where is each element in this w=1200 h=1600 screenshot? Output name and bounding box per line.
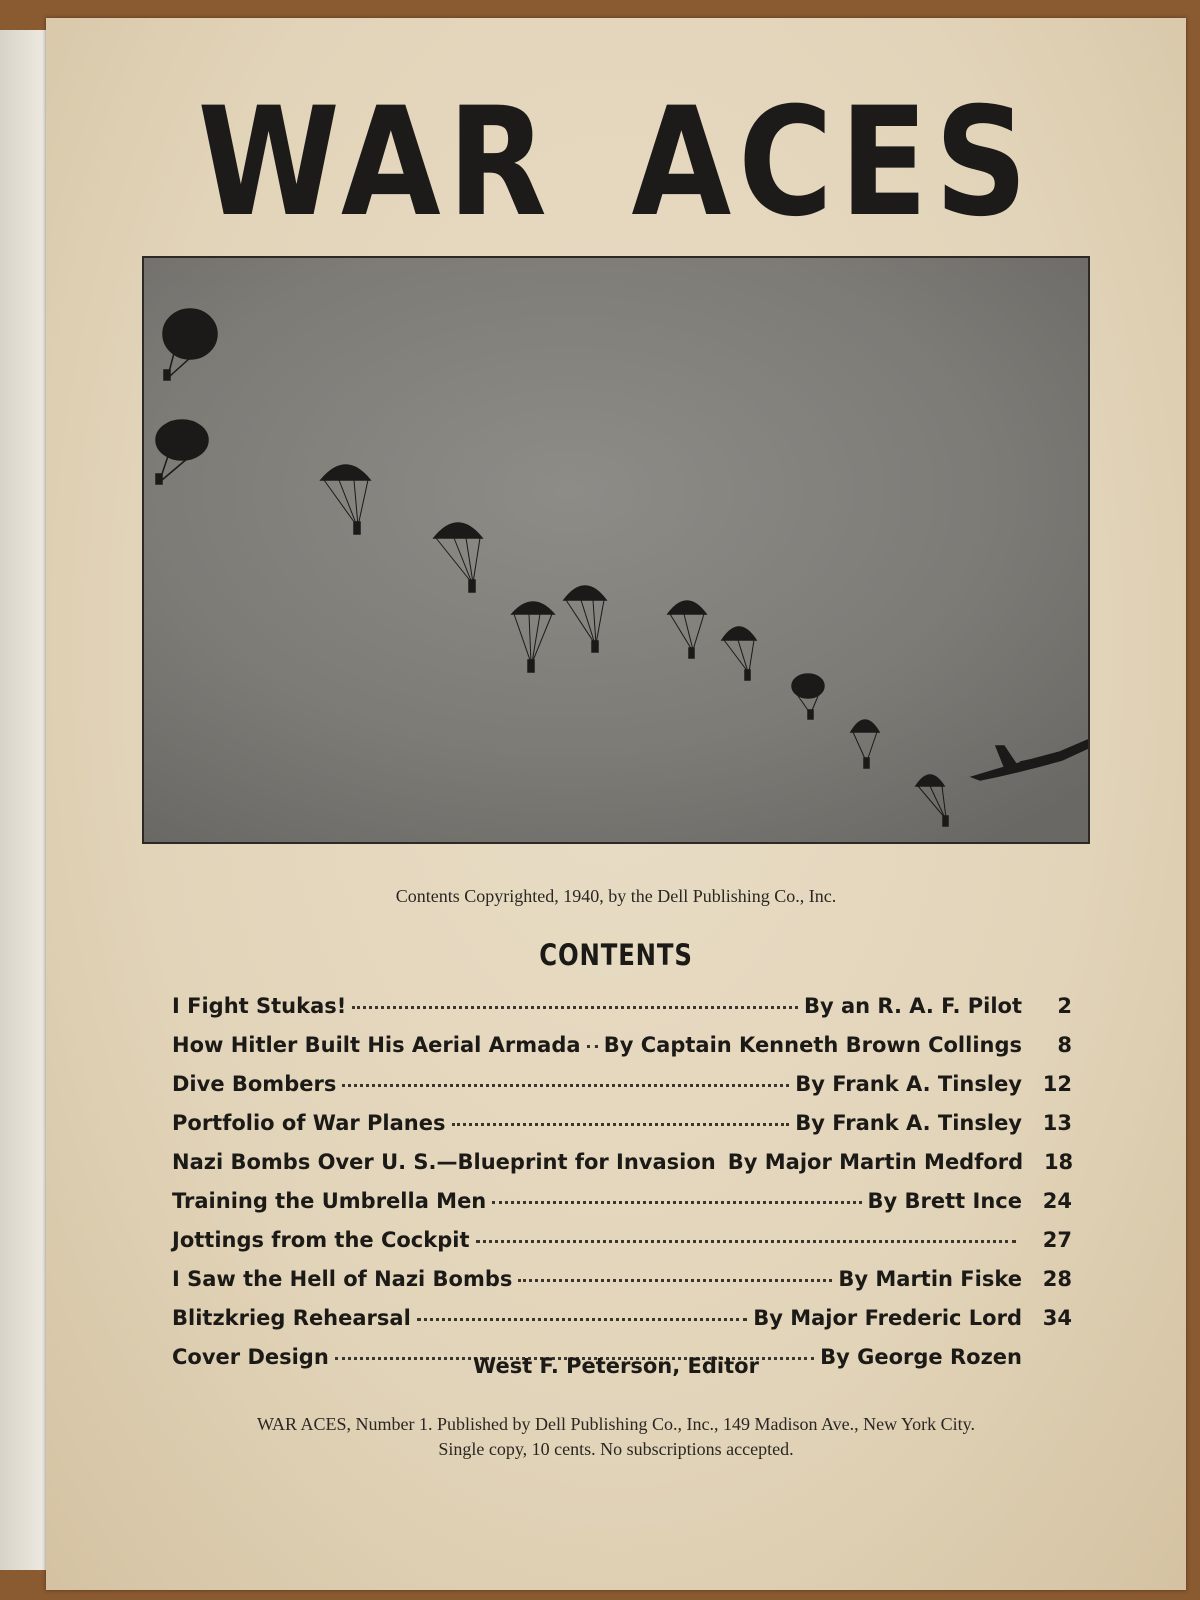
toc-entry [172,1111,1072,1150]
toc-entry-title: Blitzkrieg Rehearsal [172,1306,411,1330]
toc-entry-author: By George Rozen [820,1345,1022,1369]
toc-entry-page: 13 [1042,1111,1072,1135]
toc-entry [172,1189,1072,1228]
toc-entry [172,1033,1072,1072]
magazine-page [46,18,1186,1590]
toc-entry [172,994,1072,1033]
toc-leader-dots [452,1123,790,1126]
table-of-contents [172,994,1072,1384]
toc-entry-title: I Saw the Hell of Nazi Bombs [172,1267,513,1291]
toc-entry-page: 2 [1057,994,1072,1018]
toc-entry-author: By Major Martin Medford [727,1150,1024,1174]
toc-leader-dots [342,1084,789,1087]
toc-leader-dots [587,1045,598,1048]
toc-leader-dots [352,1006,798,1009]
toc-entry-author: By Frank A. Tinsley [795,1111,1022,1135]
toc-entry-author: By Major Frederic Lord [753,1306,1022,1330]
toc-entry-author: By Brett Ince [867,1189,1022,1213]
toc-entry-author: By Captain Kenneth Brown Collings [603,1033,1022,1057]
copyright-notice: Contents Copyrighted, 1940, by the Dell Publishing Co., Inc. [395,886,837,906]
parachute-photo [142,256,1090,844]
toc-entry-page: 34 [1042,1306,1072,1330]
toc-entry-title: I Fight Stukas! [172,994,347,1018]
publisher-line-2: Single copy, 10 cents. No subscriptions accepted. [438,1439,794,1459]
toc-entry-title: Training the Umbrella Men [172,1189,487,1213]
toc-entry-title: Portfolio of War Planes [172,1111,446,1135]
toc-leader-dots [492,1201,861,1204]
toc-entry-title: Jottings from the Cockpit [172,1228,470,1252]
toc-leader-dots [518,1279,832,1282]
toc-entry [172,1228,1072,1267]
publisher-info [46,1412,1186,1462]
toc-entry [172,1306,1072,1345]
toc-entry-title: Dive Bombers [172,1072,337,1096]
toc-entry-page: 12 [1042,1072,1072,1096]
toc-entry-title: Cover Design [172,1345,329,1369]
toc-leader-dots [476,1240,1017,1243]
toc-entry [172,1072,1072,1111]
editor-credit: West F. Peterson, Editor [473,1354,759,1378]
toc-entry-page: 28 [1042,1267,1072,1291]
toc-entry-title: Nazi Bombs Over U. S.—Blueprint for Invasion [172,1150,716,1174]
toc-entry-page: 27 [1042,1228,1072,1252]
toc-entry [172,1150,1072,1189]
toc-entry-title: How Hitler Built His Aerial Armada [172,1033,581,1057]
toc-entry-author: By Frank A. Tinsley [795,1072,1022,1096]
toc-entry-author: By Martin Fiske [838,1267,1022,1291]
contents-heading: CONTENTS [539,938,693,972]
magazine-title: WAR ACES [197,76,1035,250]
toc-entry-page: 18 [1043,1150,1074,1174]
toc-entry-page: 24 [1042,1189,1072,1213]
toc-entry-author: By an R. A. F. Pilot [803,994,1022,1018]
toc-leader-dots [417,1318,747,1321]
toc-entry [172,1267,1072,1306]
toc-entry-page: 8 [1057,1033,1072,1057]
publisher-line-1: WAR ACES, Number 1. Published by Dell Publishing Co., Inc., 149 Madison Ave., New York City. [256,1414,975,1434]
